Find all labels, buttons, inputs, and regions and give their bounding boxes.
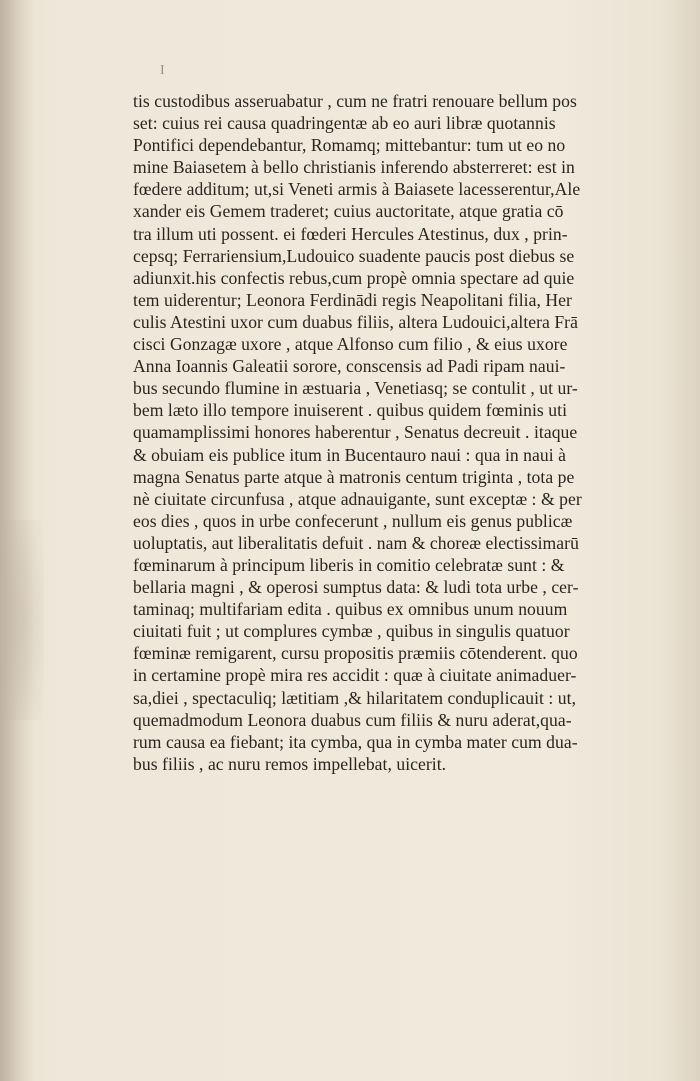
text-line: nè ciuitate circunfusa , atque adnauigante, sunt exceptæ : & per: [133, 488, 582, 509]
text-line: bus secundo flumine in æstuaria , Venetiasq; se contulit , ut ur-: [133, 378, 578, 399]
text-line: set: cuius rei causa quadringentæ ab eo auri libræ quotannis: [133, 113, 556, 134]
text-line: tem uiderentur; Leonora Ferdinādi regis Neapolitani filia, Her: [133, 289, 572, 310]
text-line: tis custodibus asseruabatur , cum ne fratri renouare bellum pos: [133, 91, 577, 111]
text-line: in certamine propè mira res accidit : quæ à ciuitate animaduer-: [133, 665, 577, 686]
body-text: [133, 90, 623, 775]
text-line: culis Atestini uxor cum duabus filiis, altera Ludouici,altera Frā: [133, 311, 578, 332]
text-line: quamamplissimi honores haberentur , Senatus decreuit . itaque: [133, 422, 578, 443]
text-line: cepsq; Ferrariensium,Ludouico suadente paucis post diebus se: [133, 245, 575, 266]
text-line: Pontifici dependebantur, Romamq; mittebantur: tum ut eo no: [133, 135, 566, 156]
text-line: mine Baiasetem à bello christianis inferendo absterreret: est in: [133, 157, 575, 178]
text-line: Anna Ioannis Galeatii sorore, conscensis ad Padi ripam naui-: [133, 356, 566, 377]
text-line: bellaria magni , & operosi sumptus data: & ludi tota urbe , cer-: [133, 577, 579, 598]
text-line: taminaq; multifariam edita . quibus ex omnibus unum nouum: [133, 599, 568, 620]
text-line: magna Senatus parte atque à matronis centum triginta , tota pe: [133, 466, 575, 487]
text-line: rum causa ea fiebant; ita cymba, qua in cymba mater cum dua-: [133, 731, 578, 752]
text-line: cisci Gonzagæ uxore , atque Alfonso cum filio , & eius uxore: [133, 334, 568, 355]
text-line: xander eis Gemem traderet; cuius auctoritate, atque gratia cō: [133, 201, 564, 222]
text-line: quemadmodum Leonora duabus cum filiis & nuru aderat,qua-: [133, 709, 572, 730]
text-line: eos dies , quos in urbe confecerunt , nullum eis genus publicæ: [133, 510, 573, 531]
text-line: adiunxit.his confectis rebus,cum propè omnia spectare ad quie: [133, 267, 575, 288]
text-line: bus filiis , ac nuru remos impellebat, uicerit.: [133, 753, 447, 774]
text-line: fœminarum à principum liberis in comitio celebratæ sunt : &: [133, 554, 565, 575]
text-line: fœdere additum; ut,si Veneti armis à Baiasete lacesserentur,Ale: [133, 179, 581, 200]
text-line: uoluptatis, aut liberalitatis defuit . nam & choreæ electissimarū: [133, 532, 579, 553]
text-line: tra illum uti possent. ei fœderi Hercules Atestinus, dux , prin-: [133, 223, 568, 244]
paper-stain: [4, 520, 44, 720]
text-line: fœminæ remigarent, cursu propositis præmiis cōtenderent. quo: [133, 643, 578, 664]
bleed-through-text: [118, 742, 588, 764]
text-line: sa,diei , spectaculiq; lætitiam ,& hilaritatem conduplicauit : ut,: [133, 687, 577, 708]
folio-mark: I: [160, 63, 166, 78]
text-line: & obuiam eis publice itum in Bucentauro naui : qua in naui à: [133, 444, 566, 465]
text-line: ciuitati fuit ; ut complures cymbæ , quibus in singulis quatuor: [133, 621, 570, 642]
text-line: bem læto illo tempore inuiserent . quibus quidem fœminis uti: [133, 400, 568, 421]
